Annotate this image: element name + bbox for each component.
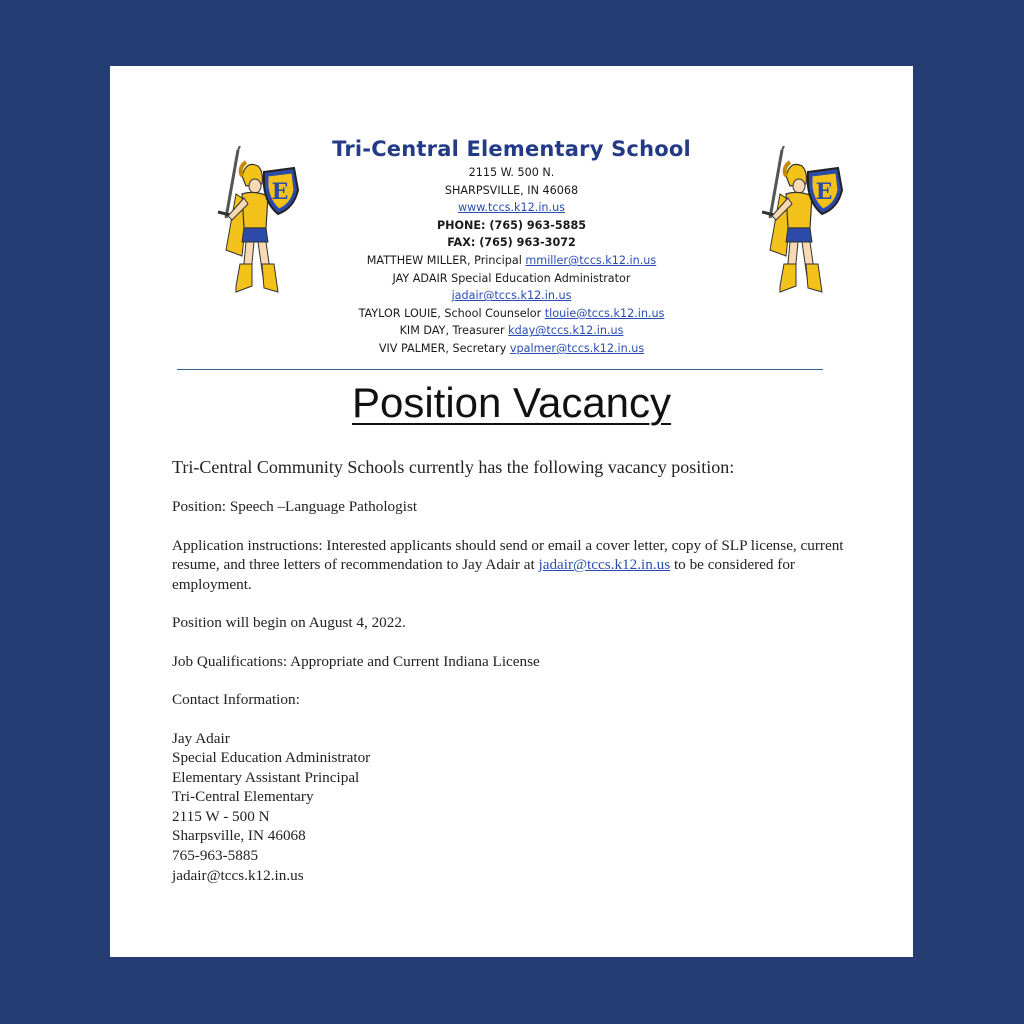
contact-block (172, 729, 852, 886)
counselor-name: TAYLOR LOUIE, School Counselor (358, 306, 542, 320)
contact-address: 2115 W - 500 N (172, 807, 270, 825)
fax-line: FAX: (765) 963-3072 (447, 236, 576, 250)
contact-title: Special Education Administrator (172, 749, 371, 767)
contact-city: Sharpsville, IN 46068 (172, 827, 306, 845)
school-name: Tri-Central Elementary School (332, 137, 691, 161)
contact-heading: Contact Information: (172, 691, 300, 708)
secretary-line (110, 340, 913, 358)
letterhead (110, 136, 913, 358)
svg-text:E: E (815, 179, 833, 205)
contact-phone: 765-963-5885 (172, 847, 259, 865)
sped-admin-email-link[interactable]: jadair@tccs.k12.in.us (451, 289, 572, 303)
treasurer-email-link[interactable]: kday@tccs.k12.in.us (508, 324, 624, 338)
sped-admin-line: JAY ADAIR Special Education Administrator (392, 271, 631, 285)
secretary-name: VIV PALMER, Secretary (378, 341, 507, 355)
instructions-tail: to be considered for employment. (172, 556, 795, 593)
city-line: SHARPSVILLE, IN 46068 (444, 183, 579, 197)
position-text: Position: Speech –Language Pathologist (172, 498, 418, 515)
address-line: 2115 W. 500 N. (468, 166, 555, 179)
qualifications-text: Job Qualifications: Appropriate and Current Indiana License (172, 652, 540, 670)
instructions-text (172, 536, 852, 595)
contact-school: Tri-Central Elementary (172, 788, 314, 806)
vacancy-body (172, 456, 852, 885)
divider (177, 369, 823, 370)
treasurer-line (110, 322, 913, 340)
contact-email: jadair@tccs.k12.in.us (172, 866, 304, 884)
page-title-text: Position Vacancy (351, 379, 672, 426)
website-link[interactable]: www.tccs.k12.in.us (458, 201, 565, 215)
start-date-text: Position will begin on August 4, 2022. (172, 614, 406, 631)
phone-line: PHONE: (765) 963-5885 (436, 218, 587, 232)
page-title (110, 379, 913, 427)
contact-title-2: Elementary Assistant Principal (172, 768, 360, 786)
treasurer-name: KIM DAY, Treasurer (399, 324, 505, 338)
instructions-main: Application instructions: Interested applicants should send or email a cover letter, copy of SLP license, current resume, and three letters of recommendation to Jay Adair at (172, 536, 844, 573)
flyer-page (110, 66, 913, 957)
principal-line (110, 252, 913, 270)
counselor-email-link[interactable]: tlouie@tccs.k12.in.us (544, 306, 665, 320)
contact-name: Jay Adair (172, 729, 230, 747)
principal-email-link[interactable]: mmiller@tccs.k12.in.us (525, 253, 657, 267)
secretary-email-link[interactable]: vpalmer@tccs.k12.in.us (509, 341, 645, 355)
intro-text: Tri-Central Community Schools currently has the following vacancy position: (172, 457, 735, 477)
counselor-line (110, 305, 913, 323)
instructions-email-link[interactable]: jadair@tccs.k12.in.us (538, 556, 671, 573)
svg-text:E: E (271, 179, 289, 205)
principal-name: MATTHEW MILLER, Principal (366, 253, 522, 267)
